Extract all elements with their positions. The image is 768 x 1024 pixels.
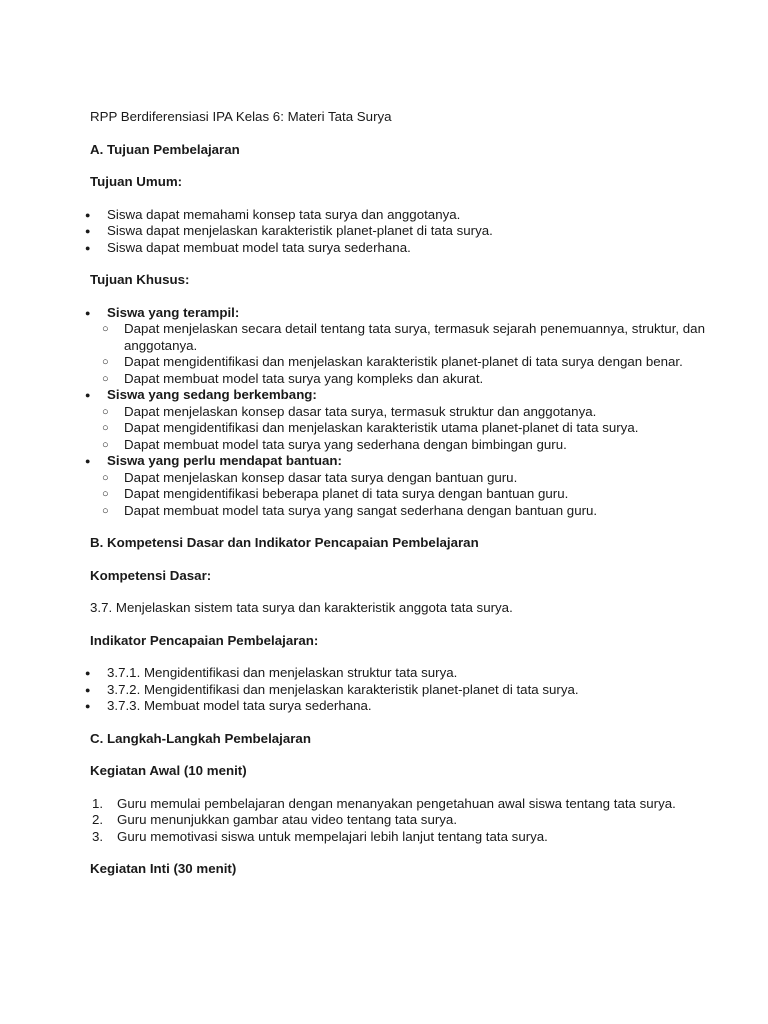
sub-list-item: ○ Dapat mengidentifikasi dan menjelaskan karakteristik planet-planet di tata surya dengan benar. <box>90 354 708 371</box>
tujuan-umum-heading: Tujuan Umum: <box>90 174 183 189</box>
document-title: RPP Berdiferensiasi IPA Kelas 6: Materi Tata Surya <box>90 109 392 124</box>
section-a-heading: A. Tujuan Pembelajaran <box>90 141 240 157</box>
kegiatan-inti-heading: Kegiatan Inti (30 menit) <box>90 861 237 876</box>
sub-list-item: ○ Dapat menjelaskan konsep dasar tata surya dengan bantuan guru. <box>90 470 708 487</box>
kegiatan-awal-list <box>90 796 708 846</box>
tujuan-khusus-list <box>90 305 708 520</box>
list-item: ● Siswa dapat menjelaskan karakteristik planet-planet di tata surya. <box>90 223 708 240</box>
sub-list-item: ○ Dapat membuat model tata surya yang sangat sederhana dengan bantuan guru. <box>90 503 708 520</box>
list-item <box>90 812 708 829</box>
sub-list <box>90 321 708 387</box>
item-text: Guru menunjukkan gambar atau video tentang tata surya. <box>117 812 458 827</box>
sub-list <box>90 470 708 520</box>
indikator-heading: Indikator Pencapaian Pembelajaran: <box>90 632 319 648</box>
section-b-heading: B. Kompetensi Dasar dan Indikator Pencapaian Pembelajaran <box>90 535 479 550</box>
item-number: 3. <box>92 828 104 844</box>
tujuan-umum-list <box>90 207 708 257</box>
group-label: Siswa yang sedang berkembang: <box>107 387 317 402</box>
list-item <box>90 453 708 519</box>
sub-list-item: ○ Dapat membuat model tata surya yang sederhana dengan bimbingan guru. <box>90 437 708 454</box>
sub-list <box>90 404 708 454</box>
indikator-list <box>90 665 708 715</box>
sub-list-item: ○ Dapat menjelaskan secara detail tentang tata surya, termasuk sejarah penemuannya, struktur, dan anggotanya. <box>90 321 708 354</box>
item-text: Guru memotivasi siswa untuk mempelajari lebih lanjut tentang tata surya. <box>117 828 548 844</box>
item-number: 2. <box>92 812 104 827</box>
list-item: ● 3.7.2. Mengidentifikasi dan menjelaskan karakteristik planet-planet di tata surya. <box>90 682 708 699</box>
list-item: ● Siswa dapat memahami konsep tata surya dan anggotanya. <box>90 207 708 224</box>
item-text: Guru memulai pembelajaran dengan menanyakan pengetahuan awal siswa tentang tata surya. <box>117 795 676 811</box>
item-number: 1. <box>92 795 104 811</box>
group-label: Siswa yang terampil: <box>107 304 240 320</box>
sub-list-item: ○ Dapat menjelaskan konsep dasar tata surya, termasuk struktur dan anggotanya. <box>90 404 708 421</box>
list-item <box>90 305 708 388</box>
kompetensi-dasar-text: 3.7. Menjelaskan sistem tata surya dan karakteristik anggota tata surya. <box>90 600 513 615</box>
list-item <box>90 796 708 813</box>
group-label: Siswa yang perlu mendapat bantuan: <box>107 453 342 468</box>
list-item <box>90 387 708 453</box>
sub-list-item: ○ Dapat membuat model tata surya yang kompleks dan akurat. <box>90 371 708 388</box>
kompetensi-dasar-heading: Kompetensi Dasar: <box>90 567 212 583</box>
list-item: ● 3.7.3. Membuat model tata surya sederhana. <box>90 698 708 715</box>
list-item: ● Siswa dapat membuat model tata surya sederhana. <box>90 240 708 257</box>
list-item <box>90 829 708 846</box>
section-c-heading: C. Langkah-Langkah Pembelajaran <box>90 730 311 746</box>
kegiatan-awal-heading: Kegiatan Awal (10 menit) <box>90 763 247 778</box>
tujuan-khusus-heading: Tujuan Khusus: <box>90 272 190 287</box>
list-item: ● 3.7.1. Mengidentifikasi dan menjelaskan struktur tata surya. <box>90 665 708 682</box>
sub-list-item: ○ Dapat mengidentifikasi beberapa planet di tata surya dengan bantuan guru. <box>90 486 708 503</box>
sub-list-item: ○ Dapat mengidentifikasi dan menjelaskan karakteristik utama planet-planet di tata surya. <box>90 420 708 437</box>
